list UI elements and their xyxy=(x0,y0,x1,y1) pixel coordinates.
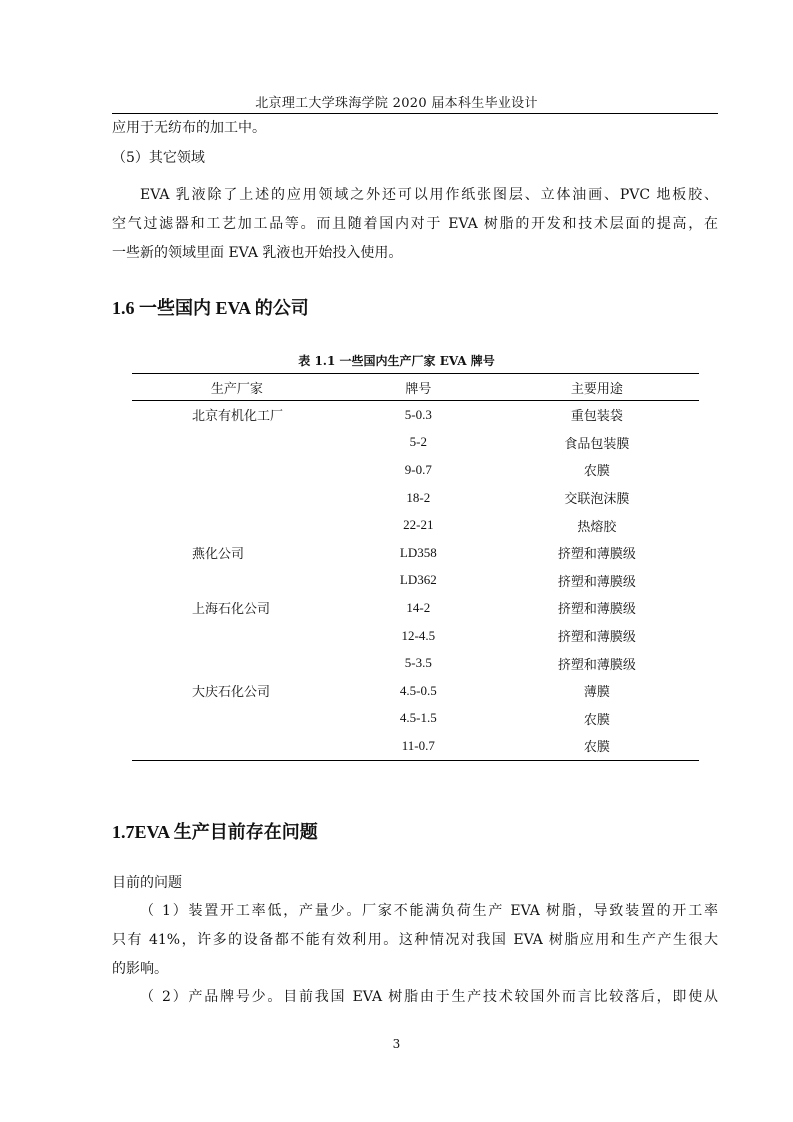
text-line: （ 1）装置开工率低，产量少。厂家不能满负荷生产 EVA 树脂，导致装置的开工率 xyxy=(140,903,718,919)
cell-usage: 农膜 xyxy=(495,732,699,760)
cell-manufacturer xyxy=(132,429,342,457)
cell-grade: 4.5-0.5 xyxy=(399,682,437,698)
cell-manufacturer xyxy=(132,511,342,539)
cell-manufacturer xyxy=(132,732,342,760)
table-row xyxy=(132,732,699,760)
header-title: 北京理工大学珠海学院 2020 届本科生毕业设计 xyxy=(255,96,538,111)
header-divider xyxy=(112,113,718,114)
table-row xyxy=(132,677,699,705)
cell-usage: 农膜 xyxy=(583,712,610,728)
table-row xyxy=(132,567,699,595)
table-row xyxy=(132,594,699,622)
text-line: （5）其它领域 xyxy=(112,150,205,166)
section-heading: 1.7EVA 生产目前存在问题 xyxy=(112,822,318,842)
cell-grade: 5-2 xyxy=(409,434,427,450)
cell-grade: 5-0.3 xyxy=(404,406,432,422)
section-heading: 1.6 一些国内 EVA 的公司 xyxy=(112,298,309,318)
cell-grade: 12-4.5 xyxy=(401,627,436,643)
cell-grade: 18-2 xyxy=(406,489,431,505)
table-row xyxy=(132,484,699,512)
table-header-row xyxy=(132,374,699,401)
cell-usage: 重包装袋 xyxy=(570,409,623,425)
cell-grade: 4.5-1.5 xyxy=(399,710,437,726)
text-line: 的影响。 xyxy=(112,961,168,977)
table-row xyxy=(132,456,699,484)
table-row xyxy=(132,401,699,429)
cell-usage: 食品包装膜 xyxy=(564,436,630,452)
cell-grade: 14-2 xyxy=(406,599,431,615)
column-header: 生产厂家 xyxy=(132,374,342,401)
cell-usage: 热熔胶 xyxy=(577,519,617,535)
cell-manufacturer xyxy=(132,649,342,677)
cell-grade: LD358 xyxy=(399,544,437,560)
cell-manufacturer: 上海石化公司 xyxy=(192,602,271,618)
text-line: 一些新的领域里面 EVA 乳液也开始投入使用。 xyxy=(112,245,403,261)
table-row xyxy=(132,511,699,539)
page-number: 3 xyxy=(392,1037,401,1051)
table-row xyxy=(132,622,699,650)
cell-usage: 挤塑和薄膜级 xyxy=(557,657,636,673)
cell-manufacturer: 燕化公司 xyxy=(192,547,245,563)
text-line: 目前的问题 xyxy=(112,875,182,891)
cell-usage: 薄膜 xyxy=(583,685,610,701)
column-header: 牌号 xyxy=(342,374,495,401)
cell-manufacturer xyxy=(132,484,342,512)
text-line: （ 2）产品牌号少。目前我国 EVA 树脂由于生产技术较国外而言比较落后，即使从 xyxy=(140,989,718,1005)
cell-grade: 11-0.7 xyxy=(342,732,495,760)
cell-manufacturer xyxy=(132,705,342,733)
cell-manufacturer: 北京有机化工厂 xyxy=(192,409,284,425)
table-row xyxy=(132,705,699,733)
text-line: EVA 乳液除了上述的应用领域之外还可以用作纸张图层、立体油画、PVC 地板胶、 xyxy=(140,187,718,203)
table-row xyxy=(132,539,699,567)
eva-table xyxy=(132,373,699,761)
cell-usage: 交联泡沫膜 xyxy=(564,492,630,508)
cell-usage: 挤塑和薄膜级 xyxy=(557,630,636,646)
table-caption: 表 1.1 一些国内生产厂家 EVA 牌号 xyxy=(298,354,495,368)
table-row xyxy=(132,649,699,677)
column-header: 主要用途 xyxy=(495,374,699,401)
cell-usage: 挤塑和薄膜级 xyxy=(557,602,636,618)
cell-manufacturer xyxy=(132,567,342,595)
cell-grade: LD362 xyxy=(399,572,437,588)
text-line: 只有 41%，许多的设备都不能有效利用。这种情况对我国 EVA 树脂应用和生产产生很大 xyxy=(112,932,718,948)
text-line: 应用于无纺布的加工中。 xyxy=(112,120,266,136)
cell-grade: 5-3.5 xyxy=(404,655,432,671)
cell-usage: 挤塑和薄膜级 xyxy=(557,574,636,590)
cell-manufacturer: 大庆石化公司 xyxy=(192,685,271,701)
table-row xyxy=(132,429,699,457)
cell-usage: 农膜 xyxy=(583,464,610,480)
cell-grade: 9-0.7 xyxy=(404,461,432,477)
text-line: 空气过滤器和工艺加工品等。而且随着国内对于 EVA 树脂的开发和技术层面的提高，在 xyxy=(112,216,718,232)
cell-manufacturer xyxy=(132,456,342,484)
cell-manufacturer xyxy=(132,622,342,650)
cell-usage: 挤塑和薄膜级 xyxy=(557,547,636,563)
cell-grade: 22-21 xyxy=(403,517,434,533)
